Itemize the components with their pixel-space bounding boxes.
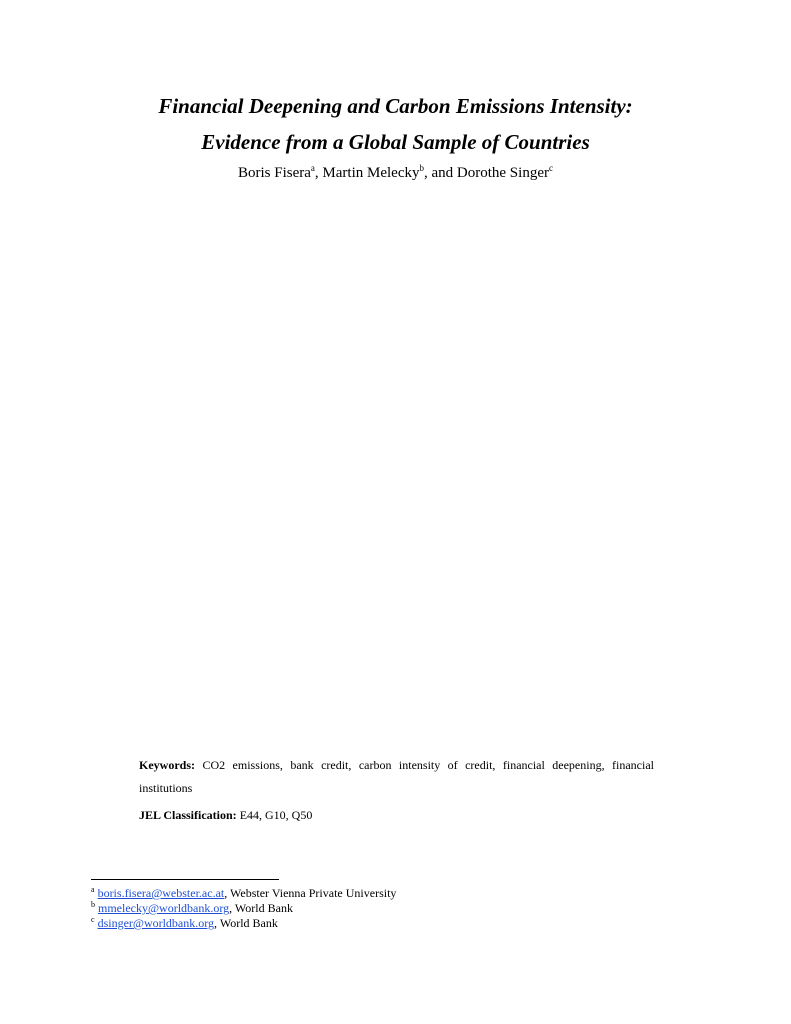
footnote-affiliation: , World Bank <box>214 916 278 930</box>
footnote-affiliation: , World Bank <box>229 901 293 915</box>
keywords-label: Keywords: <box>139 758 195 772</box>
author-affiliation-mark: a <box>310 163 315 173</box>
footnotes <box>91 886 651 931</box>
footnote-email-link[interactable]: dsinger@worldbank.org <box>97 916 215 930</box>
footnote-item <box>91 901 651 916</box>
jel-classification <box>139 806 654 824</box>
author-affiliation-mark: c <box>548 163 553 173</box>
jel-label: JEL Classification: <box>139 808 237 822</box>
footnote-email-link[interactable]: mmelecky@worldbank.org <box>98 901 230 915</box>
footnote-item <box>91 916 651 931</box>
author-name: Boris Fisera <box>238 165 311 181</box>
keywords-paragraph <box>139 754 654 800</box>
paper-title-line-2: Evidence from a Global Sample of Countries <box>201 130 590 154</box>
footnote-affiliation: , Webster Vienna Private University <box>224 886 397 900</box>
author-separator: , <box>314 165 323 181</box>
author-name: Dorothe Singer <box>456 165 549 181</box>
footnote-divider <box>91 879 279 880</box>
paper-title-line-1: Financial Deepening and Carbon Emissions Intensity: <box>158 94 633 118</box>
footnote-mark: a <box>91 885 95 894</box>
author-list <box>0 164 791 182</box>
footnote-item <box>91 886 651 901</box>
author-name: Martin Melecky <box>322 165 420 181</box>
author-separator: , and <box>423 165 457 181</box>
footnote-mark: b <box>91 900 95 909</box>
keywords-text: CO2 emissions, bank credit, carbon intensity of credit, financial deepening, financial institutions <box>139 758 654 795</box>
jel-codes: E44, G10, Q50 <box>239 808 313 822</box>
author-affiliation-mark: b <box>419 163 424 173</box>
footnote-email-link[interactable]: boris.fisera@webster.ac.at <box>97 886 225 900</box>
footnote-mark: c <box>91 915 95 924</box>
